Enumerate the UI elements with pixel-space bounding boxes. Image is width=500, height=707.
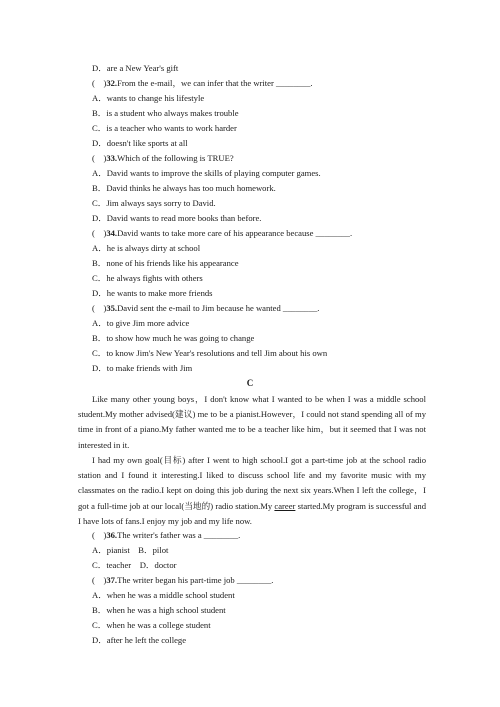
question-text: David sent the e-mail to Jim because he wanted ________. bbox=[117, 303, 320, 313]
q36-options-ab: A．pianist B．pilot bbox=[92, 545, 169, 555]
q37-option-d: D．after he left the college bbox=[92, 635, 187, 645]
answer-paren: ( ) bbox=[92, 153, 107, 163]
q31-option-d: D．are a New Year's gift bbox=[92, 63, 179, 73]
q37-option-c: C．when he was a college student bbox=[92, 620, 211, 630]
question-number: 34. bbox=[106, 228, 118, 238]
q34-option-a: A．he is always dirty at school bbox=[92, 243, 201, 253]
underlined-word: career bbox=[274, 500, 296, 511]
paragraph-text: I had my own goal(目标) after I went to high school.I got a part-time job at the school radio station and I found it interesting.I liked to discuss school life and my favorite music with my classmates on the radio.I kept on doing this job during the next six years.When I left the college，I got a full-time job at our local(当地的) radio station.My bbox=[78, 455, 426, 511]
q35-option-a: A．to give Jim more advice bbox=[92, 318, 190, 328]
answer-paren: ( ) bbox=[92, 575, 107, 585]
question-text: David wants to take more care of his appearance because ________. bbox=[117, 228, 353, 238]
q32-option-c: C．is a teacher who wants to work harder bbox=[92, 123, 237, 133]
passage-paragraph-1: Like many other young boys，I don't know what I wanted to be when I was a middle school student.My mother advised(建议) me to be a pianist.However，I could not stand spending all of my time in front of a piano.My father wanted me to be a teacher like him，but it seemed that I was not interested in it. bbox=[78, 394, 426, 450]
q34-option-d: D．he wants to make more friends bbox=[92, 288, 213, 298]
question-text: The writer began his part-time job ________. bbox=[117, 575, 274, 585]
q36-stem bbox=[92, 530, 240, 541]
q32-option-b: B．is a student who always makes trouble bbox=[92, 108, 239, 118]
q35-option-b: B．to show how much he was going to change bbox=[92, 333, 255, 343]
q32-stem bbox=[92, 78, 313, 89]
q33-option-a: A．David wants to improve the skills of playing computer games. bbox=[92, 168, 321, 178]
question-text: From the e-mail，we can infer that the writer ________. bbox=[117, 78, 313, 88]
question-number: 36. bbox=[106, 530, 118, 540]
question-number: 37. bbox=[106, 575, 118, 585]
q32-option-d: D．doesn't like sports at all bbox=[92, 138, 188, 148]
paragraph-text: started.My program is successful and I have lots of fans.I enjoy my job and my life now. bbox=[78, 500, 426, 526]
q34-stem bbox=[92, 228, 352, 239]
q33-option-d: D．David wants to read more books than before. bbox=[92, 213, 262, 223]
answer-paren: ( ) bbox=[92, 303, 107, 313]
q37-option-a: A．when he was a middle school student bbox=[92, 590, 235, 600]
q33-stem bbox=[92, 153, 234, 164]
question-text: The writer's father was a ________. bbox=[117, 530, 241, 540]
q34-option-c: C．he always fights with others bbox=[92, 273, 203, 283]
question-text: Which of the following is TRUE? bbox=[117, 153, 234, 163]
q37-option-b: B．when he was a high school student bbox=[92, 605, 226, 615]
q33-option-c: C．Jim always says sorry to David. bbox=[92, 198, 216, 208]
question-number: 33. bbox=[106, 153, 118, 163]
question-number: 35. bbox=[106, 303, 118, 313]
q35-stem bbox=[92, 303, 319, 314]
question-number: 32. bbox=[106, 78, 118, 88]
q35-option-c: C．to know Jim's New Year's resolutions and tell Jim about his own bbox=[92, 348, 328, 358]
passage-paragraph-2 bbox=[78, 453, 426, 529]
q36-options-cd: C．teacher D．doctor bbox=[92, 560, 177, 570]
q32-option-a: A．wants to change his lifestyle bbox=[92, 93, 205, 103]
section-heading: C bbox=[246, 378, 254, 388]
answer-paren: ( ) bbox=[92, 228, 107, 238]
q37-stem bbox=[92, 575, 273, 586]
q33-option-b: B．David thinks he always has too much homework. bbox=[92, 183, 276, 193]
q34-option-b: B．none of his friends like his appearance bbox=[92, 258, 239, 268]
answer-paren: ( ) bbox=[92, 78, 107, 88]
q35-option-d: D．to make friends with Jim bbox=[92, 363, 193, 373]
answer-paren: ( ) bbox=[92, 530, 107, 540]
